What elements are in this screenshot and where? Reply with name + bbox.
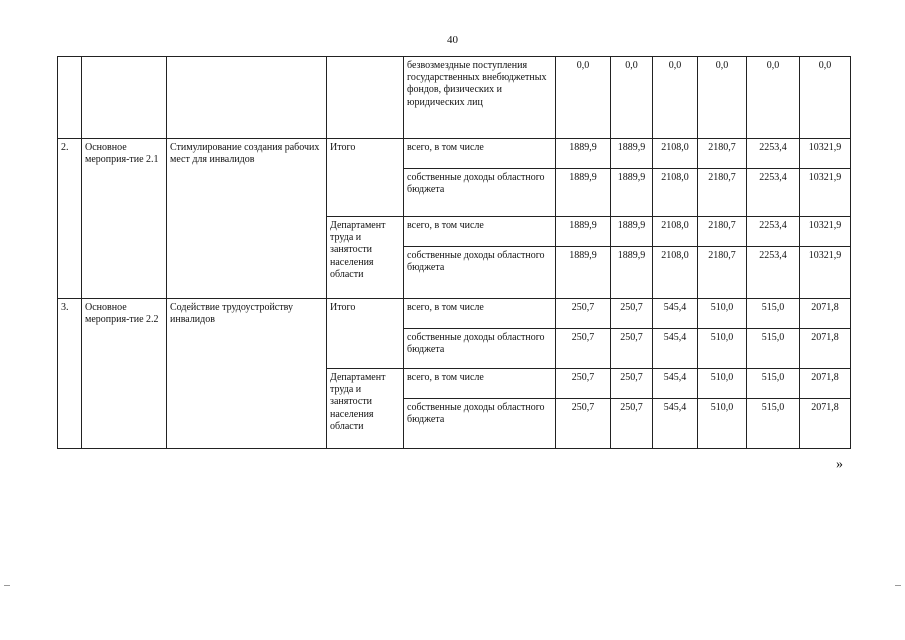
value-cell: 0,0 [653, 57, 698, 139]
page-number: 40 [447, 34, 458, 46]
value-cell: 2180,7 [698, 247, 747, 299]
value-cell: 515,0 [747, 299, 800, 329]
value-cell: 1889,9 [611, 217, 653, 247]
activity-title-cell: Стимулирование создания рабочих мест для инвалидов [167, 139, 327, 299]
value-cell: 250,7 [556, 329, 611, 369]
value-cell: 1889,9 [556, 139, 611, 169]
funding-source-cell: всего, в том числе [404, 217, 556, 247]
value-cell: 2108,0 [653, 247, 698, 299]
table-row [58, 57, 851, 139]
funding-source-cell: всего, в том числе [404, 299, 556, 329]
value-cell: 510,0 [698, 329, 747, 369]
value-cell: 2071,8 [800, 299, 851, 329]
value-cell: 10321,9 [800, 139, 851, 169]
table-row [58, 299, 851, 329]
value-cell: 250,7 [611, 399, 653, 449]
executor-cell: Итого [327, 299, 404, 369]
activity-title-cell [167, 57, 327, 139]
value-cell: 2071,8 [800, 399, 851, 449]
value-cell: 545,4 [653, 369, 698, 399]
value-cell: 1889,9 [556, 217, 611, 247]
value-cell: 2071,8 [800, 369, 851, 399]
value-cell: 2071,8 [800, 329, 851, 369]
value-cell: 515,0 [747, 399, 800, 449]
value-cell: 515,0 [747, 329, 800, 369]
value-cell: 2108,0 [653, 217, 698, 247]
value-cell: 0,0 [698, 57, 747, 139]
funding-source-cell: собственные доходы областного бюджета [404, 247, 556, 299]
executor-cell: Департамент труда и занятости населения области [327, 369, 404, 449]
value-cell: 2253,4 [747, 139, 800, 169]
value-cell: 250,7 [611, 299, 653, 329]
value-cell: 545,4 [653, 329, 698, 369]
scan-mark-left [4, 585, 10, 586]
activity-name-cell: Основное мероприя-тие 2.2 [82, 299, 167, 449]
value-cell: 250,7 [611, 329, 653, 369]
value-cell: 1889,9 [611, 139, 653, 169]
value-cell: 2108,0 [653, 169, 698, 217]
row-number-cell: 2. [58, 139, 82, 299]
table-row [58, 139, 851, 169]
executor-cell: Департамент труда и занятости населения области [327, 217, 404, 299]
value-cell: 515,0 [747, 369, 800, 399]
value-cell: 0,0 [611, 57, 653, 139]
funding-source-cell: собственные доходы областного бюджета [404, 329, 556, 369]
value-cell: 510,0 [698, 399, 747, 449]
budget-table [57, 56, 851, 449]
funding-source-cell: безвозмездные поступления государственных внебюджетных фондов, физических и юридических лиц [404, 57, 556, 139]
value-cell: 250,7 [611, 369, 653, 399]
table-body [58, 57, 851, 449]
value-cell: 2180,7 [698, 139, 747, 169]
value-cell: 0,0 [556, 57, 611, 139]
value-cell: 1889,9 [556, 169, 611, 217]
value-cell: 510,0 [698, 369, 747, 399]
funding-source-cell: всего, в том числе [404, 369, 556, 399]
value-cell: 2253,4 [747, 217, 800, 247]
continuation-mark: » [836, 457, 843, 472]
value-cell: 250,7 [556, 299, 611, 329]
value-cell: 545,4 [653, 299, 698, 329]
scan-mark-right [895, 585, 901, 586]
value-cell: 1889,9 [556, 247, 611, 299]
executor-cell: Итого [327, 139, 404, 217]
row-number-cell: 3. [58, 299, 82, 449]
activity-name-cell: Основное мероприя-тие 2.1 [82, 139, 167, 299]
executor-cell [327, 57, 404, 139]
value-cell: 1889,9 [611, 247, 653, 299]
activity-name-cell [82, 57, 167, 139]
value-cell: 10321,9 [800, 247, 851, 299]
value-cell: 510,0 [698, 299, 747, 329]
value-cell: 2108,0 [653, 139, 698, 169]
value-cell: 10321,9 [800, 217, 851, 247]
value-cell: 2253,4 [747, 169, 800, 217]
value-cell: 545,4 [653, 399, 698, 449]
row-number-cell [58, 57, 82, 139]
value-cell: 0,0 [747, 57, 800, 139]
value-cell: 2180,7 [698, 217, 747, 247]
value-cell: 1889,9 [611, 169, 653, 217]
funding-source-cell: всего, в том числе [404, 139, 556, 169]
value-cell: 2253,4 [747, 247, 800, 299]
value-cell: 250,7 [556, 369, 611, 399]
value-cell: 10321,9 [800, 169, 851, 217]
value-cell: 250,7 [556, 399, 611, 449]
funding-source-cell: собственные доходы областного бюджета [404, 399, 556, 449]
activity-title-cell: Содействие трудоустройству инвалидов [167, 299, 327, 449]
value-cell: 0,0 [800, 57, 851, 139]
value-cell: 2180,7 [698, 169, 747, 217]
funding-source-cell: собственные доходы областного бюджета [404, 169, 556, 217]
